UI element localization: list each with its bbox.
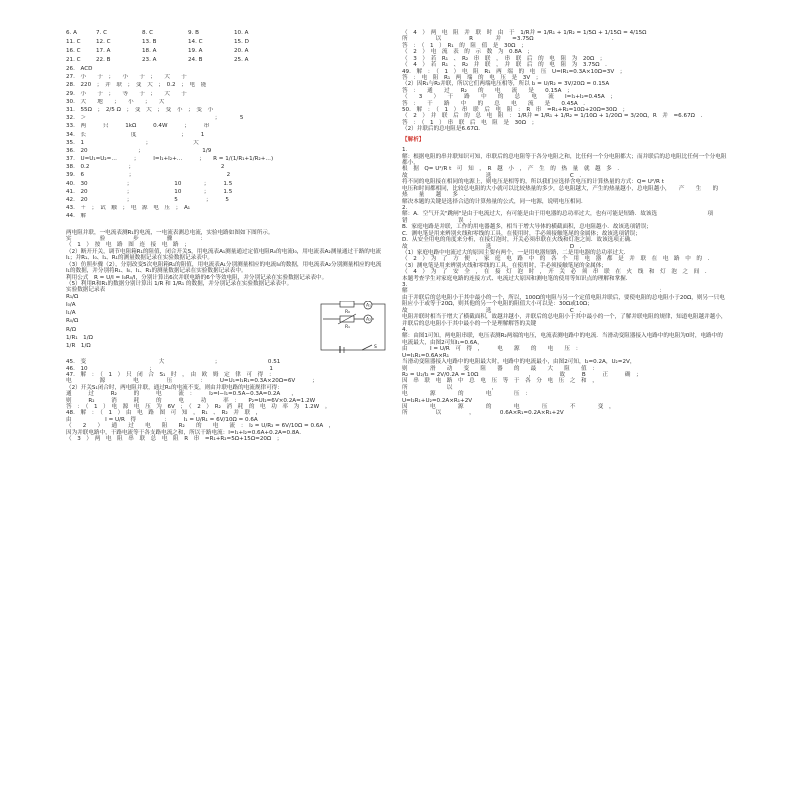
analysis-line: 根 据 Q= U²/R t 可 知 ， R 越 小 ， 产 生 的 热 量 就 越 多 ．: [402, 166, 624, 173]
analysis-line: 则 滑 动 变 阻 器 的 最 大 阻 值 ：: [402, 365, 598, 372]
solution-line: （2）并联后的总电阻是6.67Ω．: [402, 126, 484, 133]
solution-line: 答 ： 干 路 中 的 总 电 流 是 0.45A ．: [402, 100, 589, 107]
paragraph: 两电阻并联，一电流表测R₁的电流，一电流表测总电流，实验电路如图如下图所示。: [66, 229, 274, 236]
analysis-line: 因 电 源 的 电 压 不 变 ，: [402, 404, 615, 411]
solution-line: 答 ： 电 阻 R₁ 两 端 的 电 压 是 3V ；: [402, 74, 542, 81]
analysis-line: 3.: [402, 282, 408, 289]
answer-cell: 20. A: [234, 48, 249, 54]
paragraph: （3）仿照步骤（2），分别改变5次电阻箱R₁的阻值，用电流表A₁分别测量相应的电流I₀的数据，用电流表A₂分别测量相应的电流I₁的数据，并分别将R₁、I₀、I₁、R₁的测量数据记录在实验数据记录表中。: [66, 261, 382, 275]
solution-line: 45. 变 大 ； 0.51: [66, 359, 281, 366]
answer-lines: [66, 66, 384, 222]
analysis-line: 由 I = U/R 可 得 ， 电 源 的 电 压 ：: [402, 346, 582, 353]
solution-line: 电 源 电 压 ： U=U₁=I₁R₁=0.3A×20Ω=6V ；: [66, 378, 318, 385]
answer-cell: 12. C: [96, 39, 111, 45]
analysis-line: B．家庭电路是并联，工作的用电器越多，相当于增大导体的横截面积，总电阻越小．故该选项错误；: [402, 224, 652, 231]
label-a1: A₁: [366, 303, 371, 309]
answer-line: 29. 小 于 ； 等 于 ； 大 于: [66, 90, 187, 97]
answer-line: 36. 20 ； 1/9: [66, 147, 212, 154]
analysis-line: D．从安全用电的角度来分析，在接灯泡时，开关必须串联在火线和灯泡之间．故该选项正确．: [402, 237, 636, 244]
analysis-line: 解：A．空气开关"跳闸"是由于电流过大，有可能是由于用电器的总功率过大，也有可能是短路．故该选 项 错 误 ；: [402, 211, 764, 224]
solution-line: 则 R₂ 消 耗 的 电 功 率 ： P₂=UI₂=6V×0.2A=1.2W: [66, 397, 316, 404]
answer-line: 38. 0.2 ； 2: [66, 164, 225, 171]
solution-line: 48. 解 ： （ 1 ） 由 电 路 图 可 知 ， R₁ 、 R₂ 并 联 ，: [66, 410, 262, 417]
table-row: I₁/A: [66, 310, 76, 317]
answer-cell: 21. C: [66, 57, 81, 63]
answer-cell: 8. C: [142, 30, 154, 36]
answer-line: 44. 解: [66, 213, 87, 220]
answer-line: 37. U=U₁=U₂=… ； I=I₁+I₂+… ； R = 1/(1/R₁+1/R₂+…): [66, 156, 274, 163]
experiment-description: [66, 230, 384, 294]
solution-line: 46. 10 ； 1: [66, 365, 273, 372]
table-row: R/Ω: [66, 326, 77, 333]
answer-cell: 14. C: [188, 39, 203, 45]
answer-row: [66, 30, 384, 39]
analysis-line: （1）家庭电路中电流过大的原因主要有两个，一是用电器短路，二是用电器的总功率过大．: [402, 249, 630, 256]
table-row: R₀/Ω: [66, 318, 79, 325]
solution-line: 47. 解 ： （ 1 ） 只 闭 合 S₁ 时 ， 由 欧 姆 定 律 可 得 ：: [66, 371, 275, 378]
solution-line: （2）因R₁与R₂并联，所以它们两端电压相等，所以 I₂ = U/R₂ = 3V/20Ω = 0.15A: [402, 81, 610, 88]
answer-cell: 23. A: [142, 57, 157, 63]
analysis-line: U=I₁R₁=0.6A×R₁: [402, 352, 450, 359]
answer-line: 30. 大 地 ； 小 ； 大: [66, 98, 165, 105]
analysis-heading: 【解析】: [402, 136, 425, 143]
switch-s: [362, 345, 372, 350]
analysis-line: 因 串 联 电 路 中 总 电 压 等 于 各 分 电 压 之 和 ，: [402, 378, 598, 385]
answer-row: [66, 57, 384, 66]
analysis-line: C．测电笔是用来辨别火线和零线的工具，在使用时，手必须接触笔尾的金属体；故该选项错误；: [402, 230, 641, 237]
analysis-line: 4.: [402, 326, 408, 333]
answer-cell: 25. A: [234, 57, 249, 63]
solution-line: 答 ： （ 1 ） 串 联 后 电 阻 是 30Ω ；: [402, 119, 538, 126]
analysis-line: 故 选 C ．: [402, 172, 585, 179]
solution-line: 答 ： 通 过 R₂ 的 电 流 是 0.15A ；: [402, 87, 573, 94]
paragraph: （ 1 ） 按 电 路 图 连 接 电 路 ；: [66, 242, 190, 249]
answer-cell: 18. A: [142, 48, 157, 54]
answer-row: [66, 39, 384, 48]
analysis-line: 当滑动变阻器接入电路中的电阻最大时，电路中的电流最小，由图2可知，I₂=0.2A，U₂=2V，: [402, 359, 636, 366]
analysis-line: 本题考查学生对家庭电路的连接方式、电流过大原因和测电笔的使用等知识点的理解和掌握．: [402, 275, 632, 282]
resistor-r0: [340, 301, 354, 307]
analysis-line: 电阻并联时相当于增大了横截面积，故越并越小，并联后的总电阻小于其中最小的一个，了解并联电阻的规律，知道电阻越并越小，并联后的总电阻小于其中最小的一个是理解解答的关键: [402, 314, 727, 327]
label-a2: A₂: [366, 317, 371, 323]
analysis-line: 将不同的电阻接在相同的电源上，则电压是相等的，所以我们应选择含电压的计算热量的方式：Q= U²/R t: [402, 179, 664, 186]
analysis-line: （ 4 ） 为 了 安 全 ， 在 接 灯 泡 时 ， 开 关 必 须 串 联 在 火 线 和 灯 泡 之 间 ．: [402, 269, 711, 276]
analysis-line: 解：根据电阻的串并联知识可知，串联后的总电阻等于各分电阻之和，比任何一个分电阻都大；而并联后的总电阻比任何一个分电阻都小，: [402, 153, 727, 167]
analysis-line: 所 以 ， 0.6A×R₁=0.2A×R₁+2V: [402, 410, 564, 417]
circuit-wire: [321, 304, 385, 350]
table-row: R₁/Ω: [66, 293, 79, 300]
answer-line: 26. ACD: [66, 66, 93, 72]
paragraph: 利用公式 R = U/I = I₀R₀/I，分别计算出6次并联电路的6个等效电阻，并分别记录在实验数据记录表中。: [66, 274, 328, 281]
solution-line: 答 ： （ 1 ） 电 源 电 压 为 6V ； （ 2 ） R₂ 消 耗 的 电 功 率 为 1.2W 。: [66, 404, 331, 411]
answer-line: 34. 长 度 ； 1: [66, 131, 205, 138]
answer-row: [66, 48, 384, 57]
multiple-choice-answers: [66, 30, 384, 66]
table-row: 1/R 1/Ω: [66, 342, 91, 349]
answer-cell: 7. C: [96, 30, 108, 36]
solution-line: （ 3 ） 干 路 中 的 总 电 流 I=I₁+I₂=0.45A ；: [402, 94, 616, 101]
solution-line: （ 4 ） 两 电 阻 并 联 时 由 于 1/R并 = 1/R₁ + 1/R₂ = 1/5Ω + 1/15Ω = 4/15Ω: [402, 30, 647, 36]
answer-cell: 16. C: [66, 48, 81, 54]
answer-cell: 17. A: [96, 48, 111, 54]
solution-line: 50. 解 ： （ 1 ） 串 联 后 电 阻 ： R 串 =R₁+R₂=10Ω+20Ω=30Ω ；: [402, 107, 629, 114]
solution-line: （2）开关S₁闭合时，两电阻并联，通过R₁的电流不变，则由并联电路的电流规律可得：: [66, 384, 283, 391]
analysis-line: （3）测电笔是用来辨别火线和零线的工具，在使用时，手必须接触笔尾的金属体；: [402, 262, 607, 269]
solution-line: （ 2 ） 并 联 后 的 总 电 阻 ： 1/R并 = 1/R₁ + 1/R₂ = 1/10Ω + 1/20Ω = 3/20Ω，R 并 =6.67Ω ．: [402, 113, 707, 120]
analysis-line: 由于并联后的总电阻小于其中最小的一个，所以，100Ω的电阻与另一个定值电阻并联后，要使电阻的总电阻小于20Ω，则另一只电阻应小于或等于20Ω，则其他的另一个电阻的阻值大小可以是：30Ω或10Ω；: [402, 294, 725, 308]
solution-line: （ 3 ） 若 R₁ 、 R₂ 串 联 ， 串 联 后 的 电 阻 为 20Ω ；: [402, 55, 606, 62]
solution-line: 所 以 R 并 =3.75Ω ．: [402, 36, 618, 43]
solution-line: （ 3 ） 两 电 阻 串 联 总 电 阻 R 串 =R₁+R₂=5Ω+15Ω=20Ω ；: [66, 436, 283, 443]
table-row: I₀/A: [66, 301, 76, 308]
analysis-text: [402, 147, 764, 417]
circuit-diagram: [318, 301, 388, 353]
calculation-answers: [66, 359, 384, 442]
analysis-line: 2.: [402, 204, 408, 211]
left-column: [66, 30, 384, 443]
paragraph: 实验数据记录表: [66, 287, 106, 294]
solution-lines: [402, 30, 728, 133]
answer-line: 42. 20 ； 5 ； 5: [66, 197, 229, 203]
answer-line: 31. 55Ω ； 2/5 Ω ； 变 大 ； 变 小 ； 变 小: [66, 106, 214, 113]
analysis-line: 电 源 的 电 压 ：: [402, 391, 531, 398]
answer-line: 40. 30 ； 10 ； 1.5: [66, 180, 233, 187]
solution-line: 因为并联电路中，干路电流等于各支路电流之和，所以干路电流：I=I₁+I₂=0.6A+0.2A=0.8A．: [66, 429, 305, 436]
answer-cell: 13. B: [142, 39, 157, 45]
analysis-line: （ 2 ） 为 了 方 便 ， 家 庭 电 路 中 的 各 个 用 电 器 都 是 并 联 在 电 路 中 的 ．: [402, 256, 714, 263]
analysis-line: R₂ = U₂/I₂ = 2V/0.2A = 10Ω ， 故 B 正 确 ；: [402, 371, 642, 378]
answer-cell: 11. C: [66, 39, 81, 45]
answer-cell: 19. A: [188, 48, 203, 54]
analysis-line: 故 选 D ．: [402, 243, 586, 250]
solution-line: 答 ： （ 1 ） R₁ 的 阻 值 是 30Ω ；: [402, 42, 527, 49]
analysis-line: 1.: [402, 147, 408, 154]
answer-cell: 24. B: [188, 57, 203, 63]
answer-line: 43. ＋ ； 试 触 ； 电 源 电 压 ； A₁: [66, 205, 191, 212]
paragraph: 实 验 步 骤 ：: [66, 235, 206, 242]
solution-line: （ 2 ） 电 流 表 的 示 数 为 0.8A ；: [402, 49, 533, 56]
analysis-line: 解：由图1可知，两电阻串联，电压表测R₂两端的电压，电流表测电路中的电流．当滑动变阻器接入电路中的电阻为0时，电路中的电流最大，由图2可知I₁=0.6A，: [402, 333, 723, 346]
label-r0: R₀: [345, 310, 350, 315]
answer-cell: 9. B: [188, 30, 199, 36]
solution-line: 49. 解 ： （ 1 ） 电 阻 R₁ 两 端 的 电 压 U=IR₁=0.3A×10Ω=3V ；: [402, 68, 626, 75]
solution-line: 通 过 R₂ 的 电 流 ： I₂=I−I₁=0.5A−0.3A=0.2A ，: [66, 391, 297, 398]
answer-cell: 22. B: [96, 57, 111, 63]
paragraph: （2）断开开关，调节电阻箱R₁的阻值，闭合开关S，用电流表A₁测量通过定值电阻R₀的电流I₀，用电流表A₂测量通过干路的电流I₁；并R₁、I₀、I₁、R₁的测量数据记录在实验数据记录表中。: [66, 248, 382, 262]
answer-line: 41. 20 ； 10 ； 1.5: [66, 188, 233, 195]
answer-line: 33. 两 只 1kΩ 0.4W ； 串: [66, 123, 210, 130]
answer-line: 28. 220 ； 并 联 ； 变 大 ； 0.2 ； 电 能: [66, 82, 207, 89]
answer-cell: 6. A: [66, 30, 77, 36]
analysis-line: U=I₂R₁+U₂=0.2A×R₁+2V: [402, 397, 473, 404]
answer-cell: 15. D: [234, 39, 249, 45]
solution-line: 由 I = U/R 得 ： I₁ = U/R₁ = 6V/10Ω = 0.6A: [66, 416, 258, 423]
solution-line: （ 2 ） 通 过 电 阻 R₂ 的 电 流 ： I₂ = U/R₂ = 6V/10Ω = 0.6A ，: [66, 423, 335, 430]
solution-line: （ 4 ） 若 R₁ 、 R₂ 并 联 ， 并 联 后 的 电 阻 为 3.75Ω ．: [402, 62, 611, 69]
answer-line: 32. ＞ ； 5: [66, 115, 244, 122]
answer-line: 27. 小 于 ； 小 于 ； 大 于: [66, 74, 187, 81]
analysis-line: 解 ：: [402, 288, 665, 295]
analysis-line: 电压和时间都相同，比较总电阻的大小就可以比较热量的多少，总电阻越大，产生的热量越小，总电阻越小， 产 生 的 热 量 越 多 ．: [402, 185, 730, 199]
analysis-line: 解决本题的关键是选择合适的计算热量的公式，同一电源，说明电压相同．: [402, 198, 587, 205]
answer-cell: 10. A: [234, 30, 249, 36]
analysis-line: 故 选 C ．: [402, 307, 585, 314]
analysis-line: 所 以 ，: [402, 384, 498, 391]
table-row: 1/R₁ 1/Ω: [66, 334, 93, 341]
label-r1: R₁: [345, 325, 350, 330]
paragraph: （5）利用R和R₁的数据分别计算出 1/R 和 1/R₁ 的数据，并分别记录在实验数据记录表中。: [66, 280, 293, 287]
right-column: [402, 30, 764, 417]
answer-line: 35. 1 ； 大: [66, 139, 199, 146]
label-s: S: [374, 345, 377, 350]
answer-line: 39. 6 ； 2: [66, 172, 231, 179]
